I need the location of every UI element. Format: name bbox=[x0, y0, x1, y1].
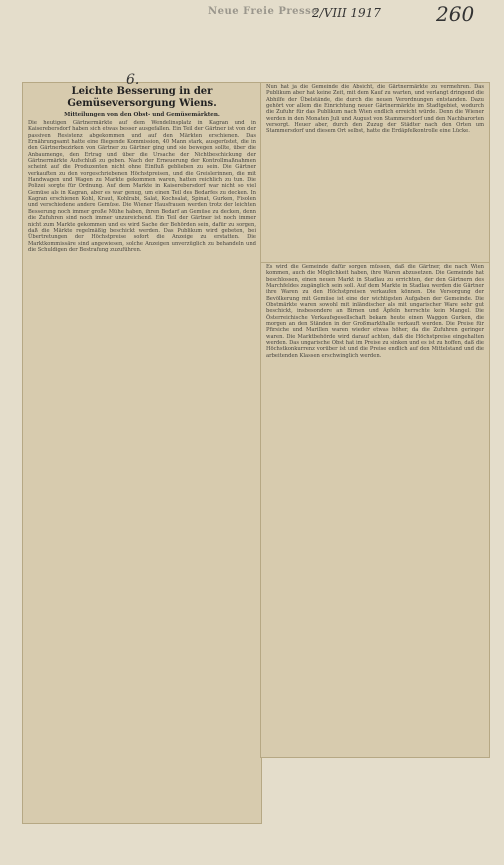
handwritten-date: 2/VIII 1917 bbox=[312, 6, 381, 20]
article-subheadline: Mitteilungen von den Obst- und Gemüsemärkten. bbox=[64, 112, 220, 118]
clipping-right-bottom bbox=[261, 263, 489, 757]
article-column-2-top-text: Nun hat ja die Gemeinde die Absicht, die Gärtnermärkte zu vermehren. Das Publikum aber hat keine Zeit, mit dem Kauf zu warten, und verlangt dringend die Abhilfe der Übelstände, die durch die neuen Verordnungen entstanden. Dazu gehört vor allem die Einrichtung neuer Gärtnermärkte im Stadtgebiet, wodurch die Zufuhr für das Publikum nach Wien endlich erreicht würde. Denn die Wiener werden in den Monaten Juli und August von Stammersdorf und den Nachbarorten versorgt. Heuer aber, durch den Zuzug der Städter nach den Orten um Stammersdorf und diesem Ort selbst, hatte die Erdäpfelkontrolle eine Lücke. bbox=[266, 84, 484, 135]
article-column-1-text: Die heutigen Gärtnermärkte auf dem Wendelinsplatz in Kagran und in Kaiserebersdorf haben sich etwas besser ausgefallen. Ein Teil der Gärtner ist von der passiven Resistenz abgekommen und auf den Märkten erschienen. Das Ernährungsamt hatte eine fliegende Kommission, 40 Mann stark, ausgerüstet, die in den Gärtnerbezirken von Gärtner zu Gärtner ging und sie bewegen sollte, über die Anbaumenge, den Ertrag und über die Ursache der Nichtbeschickung der Gärtnermärkte Aufschluß zu geben. Nach der Erneuerung der Kontrollmaßnahmen scheint auf die Produzenten nicht ohne Einfluß geblieben zu sein. Die Gärtner verkauften zu den vorgeschriebenen Höchstpreisen, und die Greislerinnen, die mit Handwagen und Wagen zu Markte gekommen waren, hatten reichlich zu tun. Die Polizei sorgte für Ordnung. Auf dem Markte in Kaiserebersdorf war nicht so viel Gemüse als in Kagran, aber es war genug, um einen Teil des Bedarfes zu decken. In Kagran erschienen Kohl, Kraut, Kohlrabi, Salat, Kochsalat, Spinat, Gurken, Fisolen und verschiedene andere Gemüse. Die Wiener Hausfrauen werden trotz der leichten Besserung noch immer große Mühe haben, ihren Bedarf an Gemüse zu decken, denn die Zufuhren sind noch immer unzureichend. Ein Teil der Gärtner ist noch immer nicht zum Markte gekommen und es wird Sache der Behörden sein, dafür zu sorgen, daß die Märkte regelmäßig beschickt werden. Das Publikum wird gebeten, bei Übertretungen der Höchstpreise sofort die Anzeige zu erstatten. Die Marktkommissäre sind angewiesen, solche Anzeigen unverzüglich zu behandeln und die Schuldigen der Bestrafung zuzuführen. bbox=[28, 120, 256, 253]
clipping-right-top bbox=[261, 83, 489, 263]
handwritten-mark: 6. bbox=[126, 72, 140, 88]
article-headline: Leichte Besserung in der Gemüseversorgung Wiens. bbox=[67, 86, 217, 109]
handwritten-page-number: 260 bbox=[436, 2, 475, 26]
clipping-left-column bbox=[23, 83, 261, 823]
newspaper-source-stamp: Neue Freie Presse bbox=[208, 6, 319, 17]
article-column-2-bottom-text: Es wird die Gemeinde dafür sorgen müssen, daß die Gärtner, die nach Wien kommen, auch die Möglichkeit haben, ihre Waren abzusetzen. Die Gemeinde hat beschlossen, einen neuen Markt in Stadlau zu errichten, der den Gärtnern des Marchfeldes zugänglich sein soll. Auf dem Markte in Stadlau werden die Gärtner ihre Waren zu den Höchstpreisen verkaufen können. Die Versorgung der Bevölkerung mit Gemüse ist eine der wichtigsten Aufgaben der Gemeinde. Die Obstmärkte waren sowohl mit inländischer als mit ungarischer Ware sehr gut beschickt, insbesondere an Birnen und Äpfeln herrschte kein Mangel. Die Österreichische Verkaufsgesellschaft bekam heute einen Waggon Gurken, die morgen an den Ständen in der Großmarkthalle verkauft werden. Die Preise für Pfirsiche und Marillen waren wieder etwas höher, da die Zufuhren geringer waren. Die Marktbehörde wird darauf achten, daß die Höchstpreise eingehalten werden. Das ungarische Obst hat im Preise zu sinken und es ist zu hoffen, daß die Höchstkonkurrenz vorüber ist und die Preise endlich auf den Mittelstand und die arbeitenden Klassen erschwinglich werden. bbox=[266, 264, 484, 359]
